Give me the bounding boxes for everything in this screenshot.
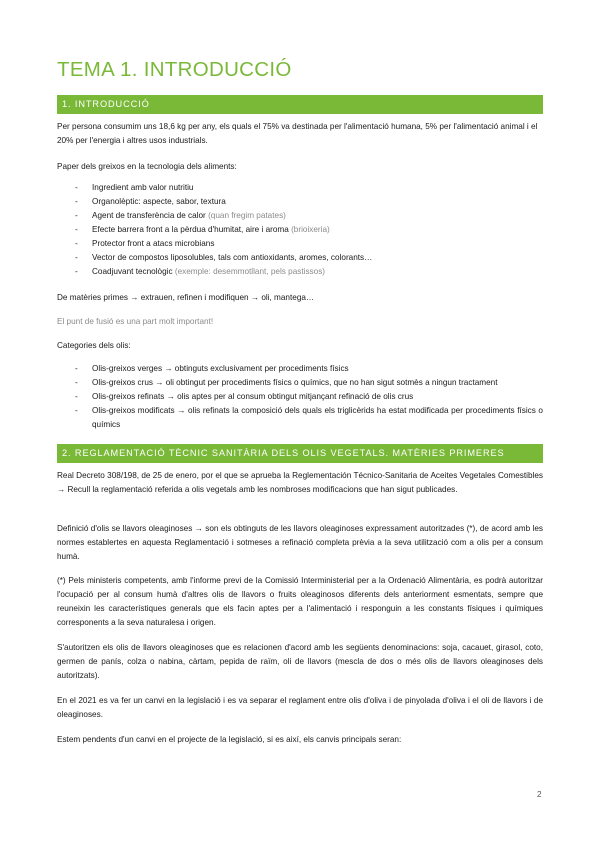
paper-list: [57, 181, 543, 279]
list-item: - Efecte barrera front a la pèrdua d'humitat, aire i aroma (brioixeria): [57, 223, 543, 237]
list-item-note: (exemple: desemmotllant, pels pastissos): [174, 267, 326, 276]
legislation-2021-paragraph: En el 2021 es va fer un canvi en la legislació i es va separar el reglament entre olis d'oliva i de pinyolada d'oliva i el oli de llavors i de oleaginoses.: [57, 696, 543, 719]
dash-bullet: -: [75, 267, 78, 276]
decree-paragraph: Real Decreto 308/198, de 25 de enero, por el que se aprueba la Reglementación Técnico-Sanitaria de Aceites Vegetales Comestibles → Recull la reglamentació referida a olis vegetals amb les nombroses modificacions que han sigut publicades.: [57, 471, 543, 494]
list-item: - Agent de transferència de calor (quan fregim patates): [57, 209, 543, 223]
list-item: - Olis-greixos refinats → olis aptes per al consum obtingut mitjançant refinació de olis crus: [57, 390, 543, 404]
dash-bullet: -: [75, 378, 78, 387]
section-heading-introduccio: 1. INTRODUCCIÓ: [57, 95, 543, 114]
list-item-note: (brioixeria): [291, 225, 330, 234]
authorized-oils-paragraph: S'autoritzen els olis de llavors oleaginoses que es relacionen d'acord amb les següents denominacions: soja, cacauet, girasol, coto, germen de panís, colza o nabina, càrtam, pepida de raïm, oli de llavors (mescla de dos o més olis de llavors oleaginoses dels autoritzats).: [57, 643, 543, 680]
dash-bullet: -: [75, 183, 78, 192]
dash-bullet: -: [75, 211, 78, 220]
list-item: - Protector front a atacs microbians: [57, 237, 543, 251]
section-heading-reglamentacio: 2. REGLAMENTACIÓ TÈCNIC SANITÀRIA DELS OLIS VEGETALS. MATÈRIES PRIMERES: [57, 444, 543, 463]
dash-bullet: -: [75, 197, 78, 206]
primeres-line: De matèries primes → extrauen, refinen i modifiquen → oli, mantega…: [57, 293, 315, 302]
list-item: - Vector de compostos liposolubles, tals com antioxidants, aromes, colorants…: [57, 251, 543, 265]
list-item: - Olis-greixos verges → obtinguts exclusivament per procediments físics: [57, 362, 543, 376]
page-title: TEMA 1. INTRODUCCIÓ: [57, 58, 292, 81]
paper-heading: Paper dels greixos en la tecnologia dels aliments:: [57, 162, 237, 171]
dash-bullet: -: [75, 392, 78, 401]
dash-bullet: -: [75, 364, 78, 373]
categories-list: [57, 362, 543, 432]
dash-bullet: -: [75, 239, 78, 248]
fusio-note: El punt de fusió es una part molt important!: [57, 317, 214, 326]
page-number: 2: [537, 790, 542, 799]
footnote-paragraph: (*) Pels ministeris competents, amb l'informe previ de la Comissió Interministerial per a la Ordenació Alimentària, es podrà autoritzar l'ocupació per al consum humà d'altres olis de llavors o fruits oleaginosos diferents dels anteriorment esmentats, sempre que reuneixin les característiques generals que els facin aptes per a l'alimentació i responguin a les constants físiques i químiques corresponents a la seva naturalesa i origen.: [57, 576, 543, 627]
list-item: - Organolèptic: aspecte, sabor, textura: [57, 195, 543, 209]
list-item: - Olis-greixos modificats → olis refinats la composició dels quals els triglicèrids ha estat modificada per procediments físics o químics: [75, 406, 543, 429]
list-item: - Ingredient amb valor nutritiu: [57, 181, 543, 195]
dash-bullet: -: [75, 225, 78, 234]
pending-changes-paragraph: Estem pendents d'un canvi en el projecte de la legislació, si es així, els canvis principals seran:: [57, 735, 402, 744]
intro-paragraph: Per persona consumim uns 18,6 kg per any, els quals el 75% va destinada per l'alimentació humana, 5% per l'alimentació animal i el 20% per l'energia i altres usos industrials.: [57, 122, 538, 145]
list-item: - Olis-greixos crus → oli obtingut per procediments físics o químics, que no han sigut sotmès a ningun tractament: [57, 376, 543, 390]
categories-heading: Categories dels olis:: [57, 341, 131, 350]
definition-paragraph: Definició d'olis se llavors oleaginoses → son els obtinguts de les llavors oleaginoses expressament autoritzades (*), de acord amb les normes establertes en aquesta Reglamentació i sotmeses a refinació completa prèvia a la seva utilització com a olis per a consum humà.: [57, 524, 543, 561]
dash-bullet: -: [75, 406, 78, 415]
list-item-note: (quan fregim patates): [208, 211, 286, 220]
dash-bullet: -: [75, 253, 78, 262]
list-item: - Coadjuvant tecnològic (exemple: desemmotllant, pels pastissos): [57, 265, 543, 279]
